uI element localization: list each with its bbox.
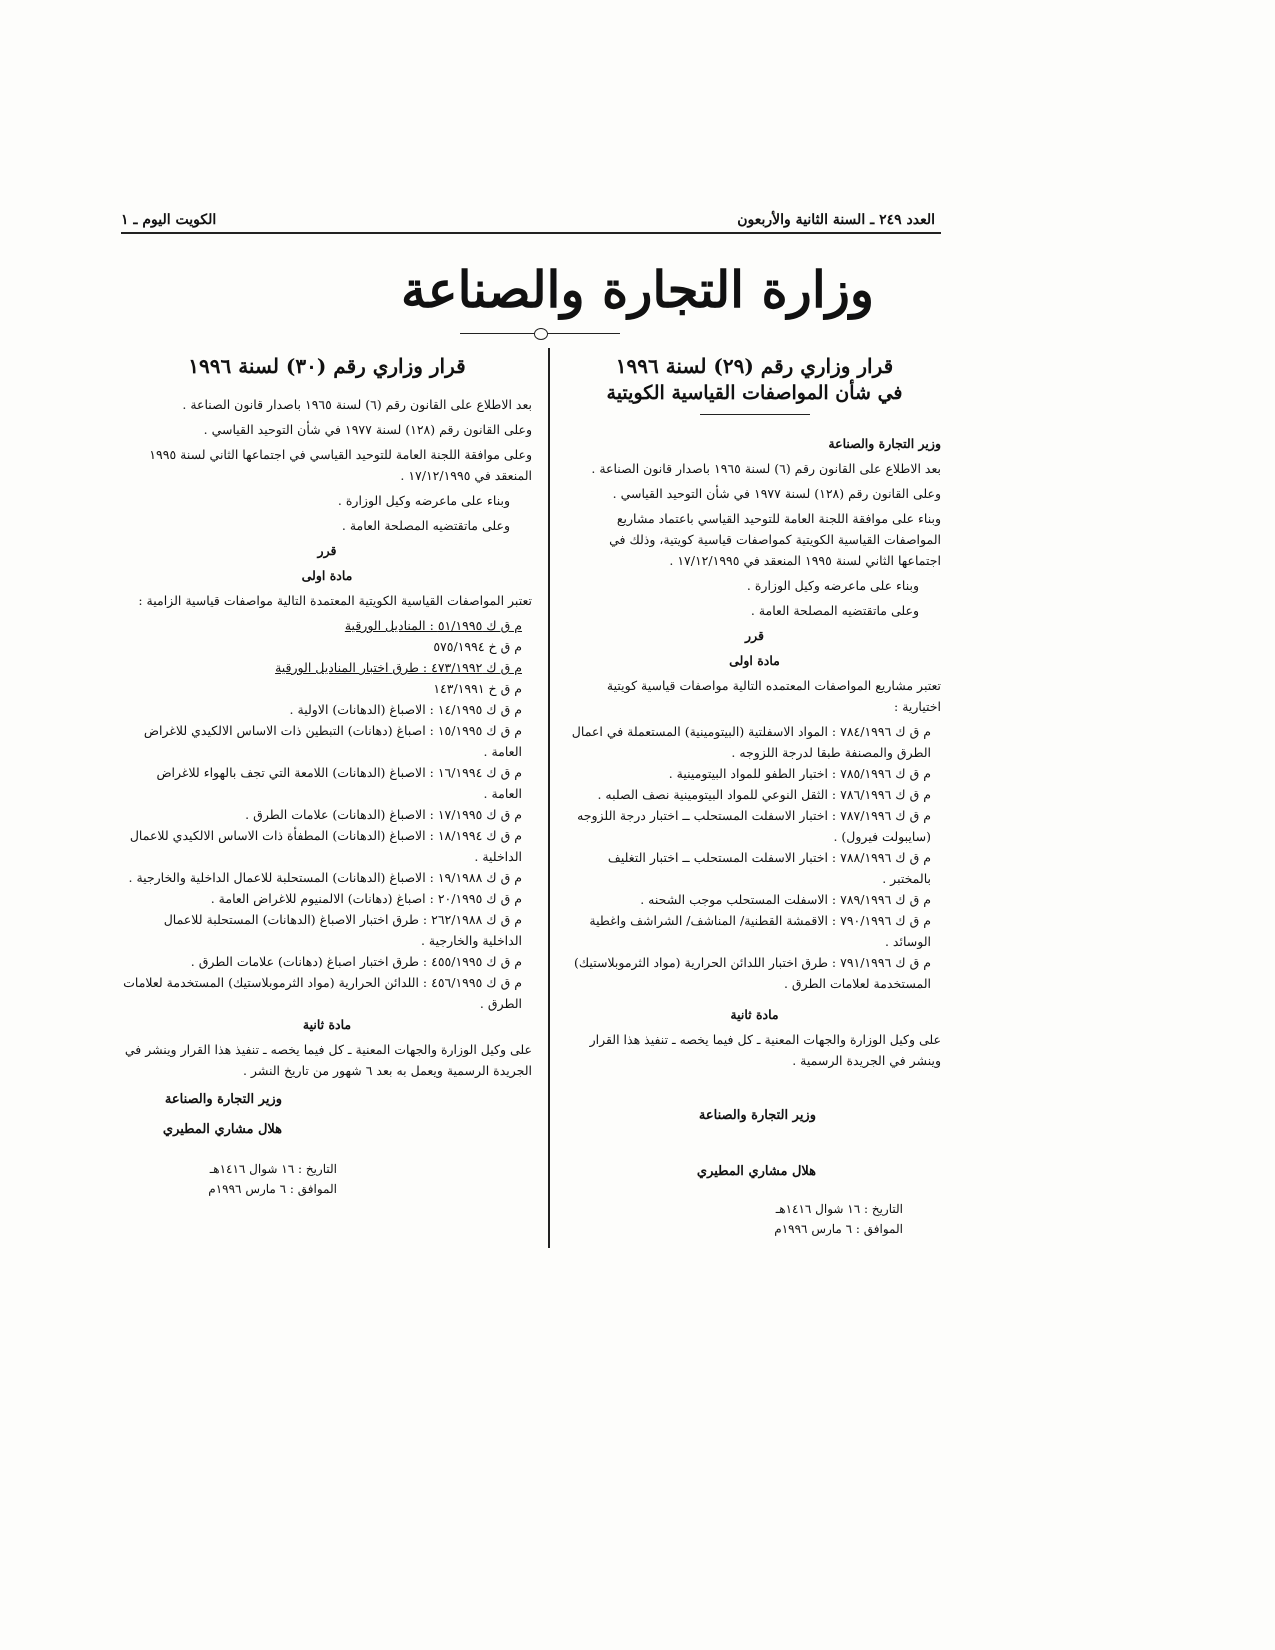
preamble-1: بعد الاطلاع على القانون رقم (٦) لسنة ١٩٦٥ باصدار قانون الصناعة . xyxy=(591,461,941,476)
article-1-heading: مادة اولى xyxy=(301,568,353,583)
decree-29-subtitle: في شأن المواصفات القياسية الكويتية xyxy=(606,382,903,404)
preamble-5: وعلى ماتقتضيه المصلحة العامة . xyxy=(341,518,510,533)
date-hijri: التاريخ : ١٦ شوال ١٤١٦هـ xyxy=(775,1202,903,1216)
spec-item: م ق ك ١٨/١٩٩٤ : الاصباغ (الدهانات) المطفأة ذات الاساس الالكيدي للاعمال الداخلية . xyxy=(129,828,522,864)
spec-item: م ق ك ١٩/١٩٨٨ : الاصباغ (الدهانات) المستحلبة للاعمال الداخلية والخارجية . xyxy=(128,870,522,885)
decided-heading: قرر xyxy=(745,628,764,643)
spec-item: م ق ك ٧٩١/١٩٩٦ : طرق اختبار اللدائن الحرارية (مواد الثرموبلاستيك) المستخدمة لعلامات الطرق . xyxy=(574,955,931,991)
preamble-5: وعلى ماتقتضيه المصلحة العامة . xyxy=(750,603,919,618)
spec-item: م ق ك ٧٨٩/١٩٩٦ : الاسفلت المستحلب موجب الشحنه . xyxy=(640,892,931,907)
spec-item: م ق ك ٧٩٠/١٩٩٦ : الاقمشة القطنية/ المناشف/ الشراشف واغطية الوسائد . xyxy=(589,913,931,949)
minister-line: وزير التجارة والصناعة xyxy=(828,436,941,451)
decree-29-title: قرار وزاري رقم (٢٩) لسنة ١٩٩٦ xyxy=(615,354,894,378)
date-hijri: التاريخ : ١٦ شوال ١٤١٦هـ xyxy=(209,1162,337,1176)
preamble-1: بعد الاطلاع على القانون رقم (٦) لسنة ١٩٦٥ باصدار قانون الصناعة . xyxy=(182,397,532,412)
preamble-4: وبناء على ماعرضه وكيل الوزارة . xyxy=(337,493,510,508)
header-rule xyxy=(121,232,941,234)
decree-30-title: قرار وزاري رقم (٣٠) لسنة ١٩٩٦ xyxy=(188,354,466,378)
preamble-3: وعلى موافقة اللجنة العامة للتوحيد القياسي في اجتماعها الثاني لسنة ١٩٩٥ المنعقد في ١٧/١٢/١٩٩٥ . xyxy=(149,447,532,483)
spec-item: م ق ك ١٦/١٩٩٤ : الاصباغ (الدهانات) اللامعة التي تجف بالهواء للاغراض العامة . xyxy=(156,765,522,801)
spec-item: م ق ك ٧٨٧/١٩٩٦ : اختبار الاسفلت المستحلب ــ اختبار درجة اللزوجه (سايبولت فيرول) . xyxy=(577,808,931,844)
spec-group-sub: م ق خ ٥٧٥/١٩٩٤ xyxy=(433,639,522,654)
title-ornament xyxy=(700,414,810,415)
date-gregorian: الموافق : ٦ مارس ١٩٩٦م xyxy=(208,1182,337,1196)
ministry-masthead: وزارة التجارة والصناعة xyxy=(401,260,874,319)
column-divider xyxy=(548,348,550,1248)
date-gregorian: الموافق : ٦ مارس ١٩٩٦م xyxy=(774,1222,903,1236)
article-2-heading: مادة ثانية xyxy=(730,1007,779,1022)
preamble-4: وبناء على ماعرضه وكيل الوزارة . xyxy=(746,578,919,593)
spec-item: م ق ك ٧٨٤/١٩٩٦ : المواد الاسفلتية (البيتومينية) المستعملة في اعمال الطرق والمصنفة طبقا لدرجة اللزوجه . xyxy=(571,724,931,760)
article-2-text: على وكيل الوزارة والجهات المعنية ـ كل فيما يخصه ـ تنفيذ هذا القرار وينشر في الجريدة الرسمية ويعمل به بعد ٦ شهور من تاريخ النشر . xyxy=(124,1042,532,1078)
spec-item: م ق ك ٧٨٨/١٩٩٦ : اختبار الاسفلت المستحلب ــ اختبار التغليف بالمختبر . xyxy=(607,850,931,886)
publication-header: الكويت اليوم ـ ١ xyxy=(121,212,217,228)
spec-item: م ق ك ٤٥٥/١٩٩٥ : طرق اختبار اصباغ (دهانات) علامات الطرق . xyxy=(190,954,522,969)
spec-item: م ق ك ٢٠/١٩٩٥ : اصباغ (دهانات) الالمنيوم للاغراض العامة . xyxy=(210,891,522,906)
article-1-heading: مادة اولى xyxy=(729,653,780,668)
spec-item: م ق ك ١٧/١٩٩٥ : الاصباغ (الدهانات) علامات الطرق . xyxy=(245,807,522,822)
preamble-3: وبناء على موافقة اللجنة العامة للتوحيد القياسي باعتماد مشاريع المواصفات القياسية الكويتية كمواصفات قياسية كويتية، وذلك في اجتماعها الثاني لسنة ١٩٩٥ المنعقد في ١٧/١٢/١٩٩٥ . xyxy=(609,511,941,568)
article-1-intro: تعتبر المواصفات القياسية الكويتية المعتمدة التالية مواصفات قياسية الزامية : xyxy=(138,593,532,608)
spec-item: م ق ك ٤٥٦/١٩٩٥ : اللدائن الحرارية (مواد الثرموبلاستيك) المستخدمة لعلامات الطرق . xyxy=(123,975,522,1011)
decree-29-column xyxy=(568,352,941,1239)
signature-title: وزير التجارة والصناعة xyxy=(698,1108,816,1123)
spec-item: م ق ك ٧٨٦/١٩٩٦ : الثقل النوعي للمواد البيتومينية نصف الصلبه . xyxy=(597,787,931,802)
decree-30-column xyxy=(122,352,532,1199)
decided-heading: قرر xyxy=(317,543,337,558)
article-1-intro: تعتبر مشاريع المواصفات المعتمده التالية مواصفات قياسية كويتية اختيارية : xyxy=(606,678,941,714)
spec-item: م ق ك ١٥/١٩٩٥ : اصباغ (دهانات) التبطين ذات الاساس الالكيدي للاغراض العامة . xyxy=(143,723,522,759)
signature-name: هلال مشاري المطيري xyxy=(162,1122,282,1137)
article-2-heading: مادة ثانية xyxy=(302,1017,352,1032)
article-2-text: على وكيل الوزارة والجهات المعنية ـ كل فيما يخصه ـ تنفيذ هذا القرار وينشر في الجريدة الرسمية . xyxy=(589,1032,941,1068)
spec-group-main: م ق ك ٥١/١٩٩٥ : المناديل الورقية xyxy=(344,618,522,633)
signature-title: وزير التجارة والصناعة xyxy=(164,1092,282,1107)
spec-item: م ق ك ٧٨٥/١٩٩٦ : اختبار الطفو للمواد البيتومينية . xyxy=(668,766,931,781)
spec-item: م ق ك ٢٦٢/١٩٨٨ : طرق اختبار الاصباغ (الدهانات) المستحلبة للاعمال الداخلية والخارجية . xyxy=(163,912,522,948)
preamble-2: وعلى القانون رقم (١٢٨) لسنة ١٩٧٧ في شأن التوحيد القياسي . xyxy=(612,486,941,501)
spec-item: م ق ك ١٤/١٩٩٥ : الاصباغ (الدهانات) الاولية . xyxy=(289,702,522,717)
spec-group-main: م ق ك ٤٧٣/١٩٩٢ : طرق اختبار المناديل الورقية xyxy=(275,660,522,675)
preamble-2: وعلى القانون رقم (١٢٨) لسنة ١٩٧٧ في شأن التوحيد القياسي . xyxy=(203,422,532,437)
issue-header: العدد ٢٤٩ ـ السنة الثانية والأربعون xyxy=(737,212,935,228)
spec-group-sub: م ق خ ١٤٣/١٩٩١ xyxy=(433,681,522,696)
masthead-ornament-dot xyxy=(534,328,548,340)
signature-name: هلال مشاري المطيري xyxy=(696,1164,816,1179)
